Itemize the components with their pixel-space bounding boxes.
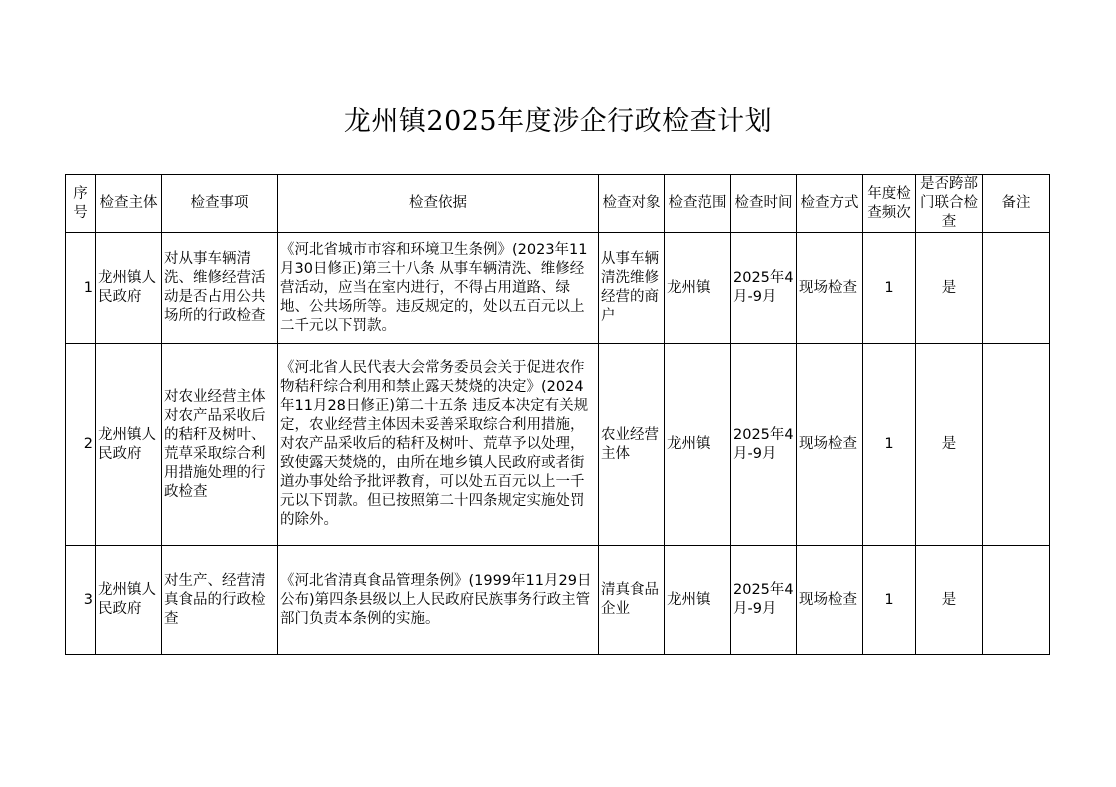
cell-time: 2025年4月-9月 — [731, 344, 797, 546]
cell-frequency: 1 — [863, 344, 916, 546]
cell-remark — [983, 344, 1050, 546]
header-method: 检查方式 — [797, 175, 863, 233]
cell-no: 3 — [66, 546, 96, 655]
cell-no: 1 — [66, 233, 96, 344]
cell-subject: 龙州镇人民政府 — [96, 344, 162, 546]
table-row — [66, 233, 1050, 344]
cell-scope: 龙州镇 — [665, 546, 731, 655]
cell-item: 对生产、经营清真食品的行政检查 — [162, 546, 278, 655]
cell-method: 现场检查 — [797, 233, 863, 344]
table-row — [66, 344, 1050, 546]
cell-joint: 是 — [916, 233, 983, 344]
cell-time: 2025年4月-9月 — [731, 546, 797, 655]
cell-remark — [983, 233, 1050, 344]
cell-basis: 《河北省清真食品管理条例》(1999年11月29日公布)第四条县级以上人民政府民族事务行政主管部门负责本条例的实施。 — [278, 546, 599, 655]
header-basis: 检查依据 — [278, 175, 599, 233]
header-item: 检查事项 — [162, 175, 278, 233]
cell-target: 农业经营主体 — [599, 344, 665, 546]
cell-method: 现场检查 — [797, 344, 863, 546]
header-target: 检查对象 — [599, 175, 665, 233]
cell-remark — [983, 546, 1050, 655]
inspection-plan-table — [65, 174, 1050, 655]
header-scope: 检查范围 — [665, 175, 731, 233]
header-remark: 备注 — [983, 175, 1050, 233]
cell-no: 2 — [66, 344, 96, 546]
cell-scope: 龙州镇 — [665, 233, 731, 344]
header-time: 检查时间 — [731, 175, 797, 233]
cell-frequency: 1 — [863, 233, 916, 344]
cell-basis: 《河北省城市市容和环境卫生条例》(2023年11月30日修正)第三十八条 从事车辆清洗、维修经营活动，应当在室内进行，不得占用道路、绿地、公共场所等。违反规定的，处以五百元以上二千元以下罚款。 — [278, 233, 599, 344]
cell-subject: 龙州镇人民政府 — [96, 546, 162, 655]
cell-target: 从事车辆清洗维修经营的商户 — [599, 233, 665, 344]
cell-frequency: 1 — [863, 546, 916, 655]
header-subject: 检查主体 — [96, 175, 162, 233]
cell-target: 清真食品企业 — [599, 546, 665, 655]
cell-item: 对农业经营主体对农产品采收后的秸秆及树叶、荒草采取综合利用措施处理的行政检查 — [162, 344, 278, 546]
cell-joint: 是 — [916, 546, 983, 655]
cell-time: 2025年4月-9月 — [731, 233, 797, 344]
cell-item: 对从事车辆清洗、维修经营活动是否占用公共场所的行政检查 — [162, 233, 278, 344]
header-frequency: 年度检查频次 — [863, 175, 916, 233]
cell-scope: 龙州镇 — [665, 344, 731, 546]
header-joint: 是否跨部门联合检查 — [916, 175, 983, 233]
header-no: 序号 — [66, 175, 96, 233]
cell-subject: 龙州镇人民政府 — [96, 233, 162, 344]
table-row — [66, 546, 1050, 655]
table-header-row — [66, 175, 1050, 233]
cell-basis: 《河北省人民代表大会常务委员会关于促进农作物秸秆综合利用和禁止露天焚烧的决定》(2024年11月28日修正)第二十五条 违反本决定有关规定，农业经营主体因未妥善采取综合利用措施，对农产品采收后的秸秆及树叶、荒草予以处理，致使露天焚烧的，由所在地乡镇人民政府或者街道办事处给予批评教育，可以处五百元以上一千元以下罚款。但已按照第二十四条规定实施处罚的除外。 — [278, 344, 599, 546]
cell-method: 现场检查 — [797, 546, 863, 655]
document-title: 龙州镇2025年度涉企行政检查计划 — [343, 106, 773, 137]
cell-joint: 是 — [916, 344, 983, 546]
